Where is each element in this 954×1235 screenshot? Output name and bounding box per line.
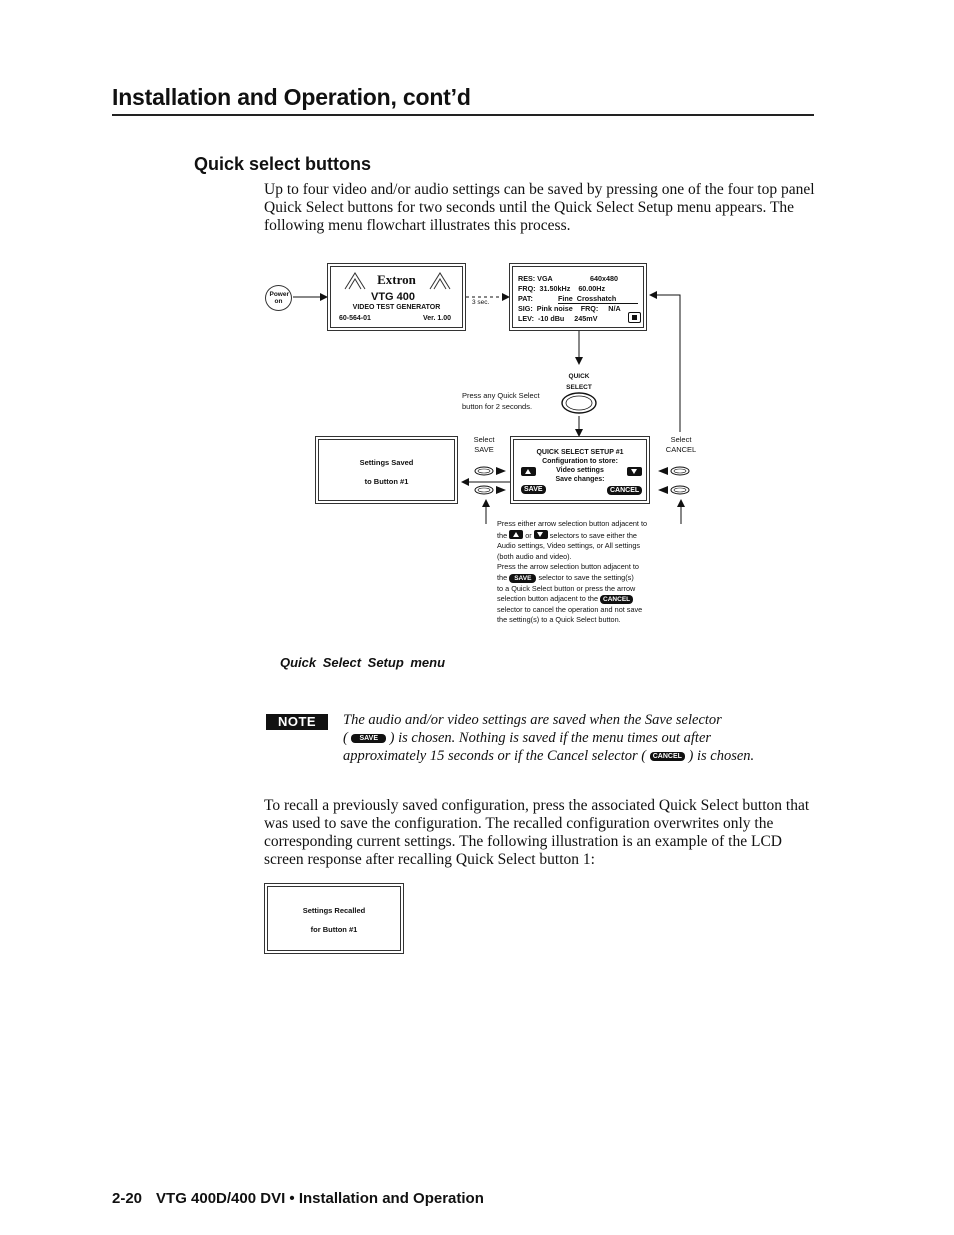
instructions-line-5: Press the arrow selection button adjacent to — [497, 562, 639, 572]
power-on-label: Power on — [269, 291, 290, 305]
status-resolution: 640x480 — [590, 274, 618, 283]
right-arrow-buttons[interactable] — [654, 464, 690, 498]
instructions-line-8 — [497, 594, 682, 605]
status-lcd — [509, 263, 647, 331]
note-line-3-end: ) is chosen. — [688, 748, 755, 764]
page-footer — [112, 1190, 484, 1207]
recall-paragraph: To recall a previously saved configuration, press the associated Quick Select button that was used to save the configuration. The recalled configuration overwrites only the corresponding current settings. The following illustration is an example of the LCD screen response after recalling Quick Select button 1: — [264, 797, 810, 868]
select-save-label-2: SAVE — [474, 445, 494, 454]
note-line-1: The audio and/or video settings are saved when the Save selector — [343, 712, 722, 728]
figure-caption: Quick Select Setup menu — [280, 655, 446, 670]
note-line-2-end: ) is chosen. Nothing is saved if the menu times out after — [389, 730, 712, 746]
up-selector-inline-icon — [509, 530, 523, 539]
settings-recalled-lcd — [264, 883, 404, 954]
quick-select-label — [559, 371, 599, 393]
note-badge: NOTE — [266, 714, 328, 730]
splash-version: Ver. 1.00 — [423, 315, 452, 322]
instructions-line-6 — [497, 573, 682, 584]
recalled-line-1: Settings Recalled — [302, 906, 366, 915]
instructions-save-pill: SAVE — [509, 574, 536, 583]
status-res: RES: VGA — [518, 274, 553, 283]
instructions-line-9: selector to cancel the operation and not save — [497, 604, 643, 614]
instructions-line-10: the setting(s) to a Quick Select button. — [497, 615, 621, 625]
instructions-cancel-pill: CANCEL — [600, 595, 633, 604]
quick-select-label-2: SELECT — [566, 384, 592, 391]
settings-saved-lcd — [315, 436, 458, 504]
page-number: 2-20 — [112, 1190, 143, 1207]
instructions-line-1: Press either arrow selection button adjacent to — [497, 519, 648, 528]
instructions-the-1: the — [497, 530, 508, 540]
setup-config-label: Configuration to store: — [542, 458, 618, 465]
setup-save-selector[interactable]: SAVE — [521, 485, 546, 494]
setup-config-value: Video settings — [556, 467, 604, 474]
press-hint — [462, 390, 540, 412]
note-save-pill: SAVE — [351, 734, 386, 743]
splash-subtitle: VIDEO TEST GENERATOR — [352, 304, 441, 311]
quick-select-button-icon[interactable] — [560, 391, 598, 415]
instructions-line-7: to a Quick Select button or press the arrow — [497, 583, 636, 593]
instructions-or: or — [525, 530, 532, 540]
instructions-the-2: the — [497, 572, 508, 582]
instructions-line-2-end: selectors to save either the — [549, 530, 637, 540]
setup-cancel-selector[interactable]: CANCEL — [607, 486, 642, 495]
setup-title: QUICK SELECT SETUP #1 — [536, 449, 624, 456]
select-save-label — [467, 435, 501, 455]
status-frq: FRQ: 31.50kHz 60.00Hz — [518, 284, 606, 293]
note-cancel-pill: CANCEL — [650, 752, 685, 761]
note-line-3 — [343, 747, 793, 765]
footer-doc-title: VTG 400D/400 DVI • Installation and Operation — [156, 1190, 484, 1207]
note-line-2 — [343, 729, 793, 747]
left-arrow-buttons[interactable] — [474, 464, 510, 498]
quick-select-label-1: QUICK — [568, 373, 590, 380]
note-open-paren: ( — [343, 730, 348, 746]
setup-instructions — [497, 519, 682, 626]
splash-part-number: 60-564-01 — [339, 315, 371, 322]
level-meter-icon — [628, 312, 641, 323]
instructions-line-2 — [497, 530, 682, 542]
status-sig: SIG: Pink noise FRQ: N/A — [518, 304, 621, 313]
note-text — [343, 711, 793, 765]
select-cancel-label-1: Select — [670, 435, 692, 444]
down-selector-inline-icon — [534, 530, 548, 539]
status-pat: PAT: — [518, 294, 533, 303]
instructions-line-8-text: selection button adjacent to the — [497, 594, 599, 604]
press-hint-line-1: Press any Quick Select — [462, 391, 540, 400]
saved-line-2: to Button #1 — [364, 477, 409, 486]
left-pointing-arrow-icon — [658, 467, 668, 475]
press-hint-line-2: button for 2 seconds. — [462, 402, 533, 411]
setup-save-changes: Save changes: — [555, 476, 605, 483]
saved-line-1: Settings Saved — [359, 458, 414, 467]
instructions-line-3: Audio settings, Video settings, or All settings — [497, 541, 641, 551]
note-line-3-start: approximately 15 seconds or if the Cancel selector ( — [343, 748, 647, 764]
select-cancel-label-2: CANCEL — [665, 445, 697, 454]
intro-paragraph: Up to four video and/or audio settings can be saved by pressing one of the four top panel Quick Select buttons for two seconds until the Quick Select Setup menu appears. The following menu flowchart illustrates this process. — [264, 181, 815, 234]
right-pointing-arrow-icon — [496, 467, 506, 475]
quick-select-setup-lcd — [510, 436, 650, 504]
down-selector-icon[interactable] — [627, 467, 642, 476]
select-cancel-label — [662, 435, 700, 455]
status-lev: LEV: -10 dBu 245mV — [518, 314, 598, 323]
recalled-line-2: for Button #1 — [310, 925, 358, 934]
select-save-label-1: Select — [473, 435, 495, 444]
cancel-return-arrow — [650, 295, 680, 432]
power-on-node — [265, 285, 292, 311]
status-pattern: Fine Crosshatch — [558, 294, 638, 304]
splash-brand: Extron — [377, 272, 416, 287]
section-title: Quick select buttons — [194, 154, 372, 174]
page-header-title: Installation and Operation, cont’d — [112, 84, 471, 110]
delay-label: 3 sec. — [472, 299, 490, 306]
splash-model: VTG 400 — [371, 291, 416, 303]
instructions-line-4: (both audio and video). — [497, 551, 572, 561]
instructions-line-6-end: selector to save the setting(s) — [538, 572, 634, 582]
splash-lcd — [327, 263, 466, 331]
